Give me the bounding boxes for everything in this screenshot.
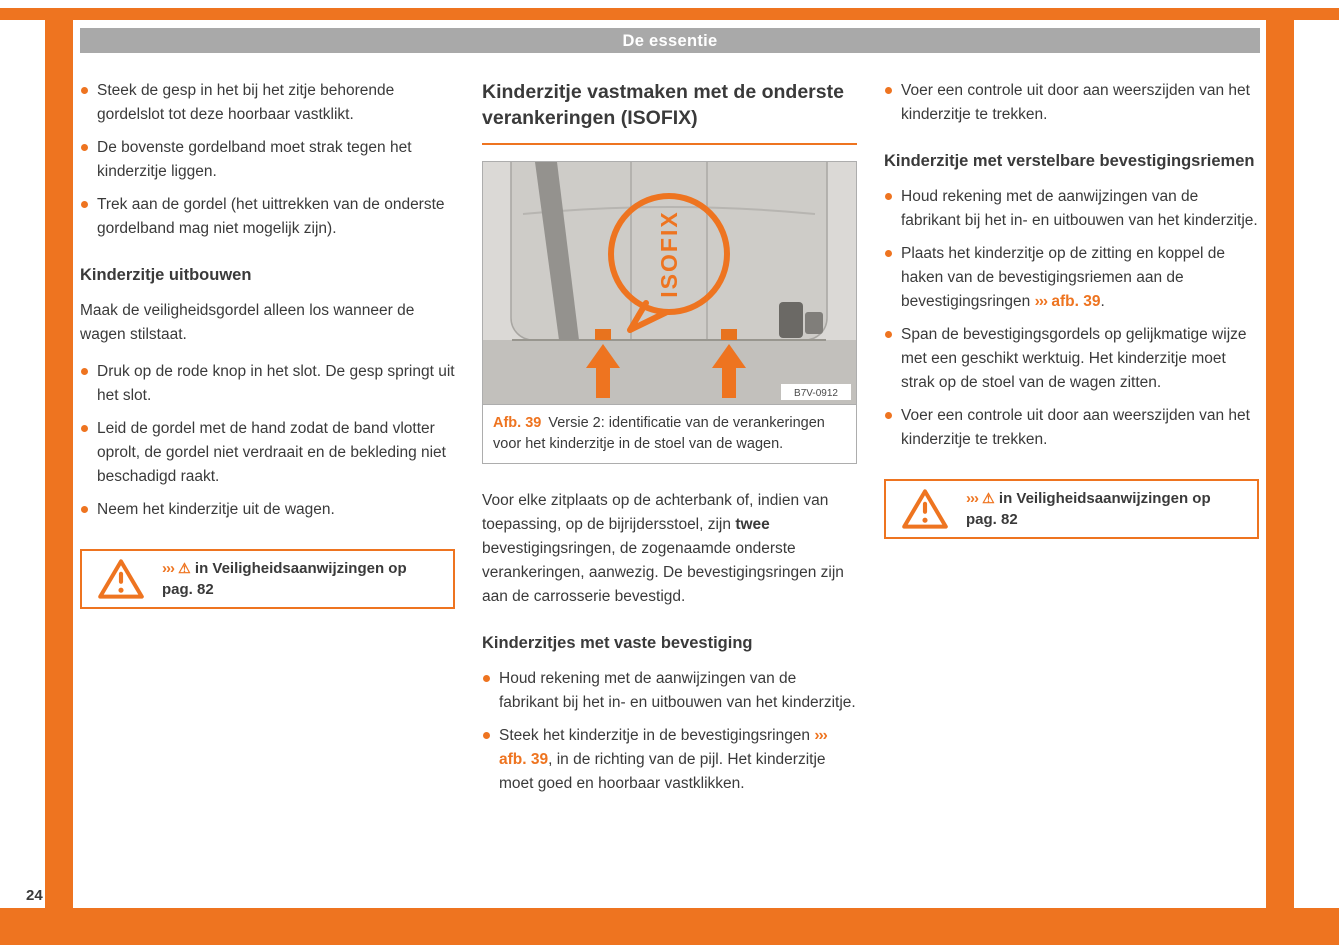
warning-ref-text: in Veiligheidsaanwijzingen op pag. 82 bbox=[162, 560, 407, 598]
list-item-text bbox=[499, 727, 827, 792]
page-border-right bbox=[1266, 8, 1294, 908]
article-title: Kinderzitje vastmaken met de onderste verankeringen (ISOFIX) bbox=[482, 79, 857, 145]
list-item-text: De bovenste gordelband moet strak tegen het kinderzitje liggen. bbox=[97, 139, 412, 180]
belt-buckle bbox=[779, 302, 803, 338]
list-item-text: Houd rekening met de aanwijzingen van de fabrikant bij het in- en uitbouwen van het kinderzitje. bbox=[499, 670, 856, 711]
page-number: 24 bbox=[26, 887, 43, 904]
list-item-text bbox=[901, 245, 1225, 310]
list-item-text: Neem het kinderzitje uit de wagen. bbox=[97, 501, 335, 518]
warning-inline-icon: ⚠ bbox=[178, 560, 191, 576]
figure-caption bbox=[483, 404, 856, 463]
bullet-dot-icon bbox=[885, 193, 892, 200]
figure-ref-link[interactable]: afb. 39 bbox=[499, 751, 549, 768]
list-item-text: Druk op de rode knop in het slot. De gesp springt uit het slot. bbox=[97, 363, 455, 404]
cross-ref-chevrons: ››› bbox=[966, 490, 978, 507]
list-item-text: Steek de gesp in het bij het zitje behorende gordelslot tot deze hoorbaar vastklikt. bbox=[97, 82, 395, 123]
text-run: Steek het kinderzitje in de bevestigingsringen bbox=[499, 727, 815, 744]
bullet-dot-icon bbox=[81, 368, 88, 375]
list-item-text: Leid de gordel met de hand zodat de band vlotter oprolt, de gordel niet verdraait en de bekleding niet beschadigd raakt. bbox=[97, 420, 446, 485]
bullet-dot-icon bbox=[885, 331, 892, 338]
text-run: Plaats het kinderzitje op de zitting en koppel de haken van de bevestigingsriemen aan de bevestigingsringen bbox=[901, 245, 1225, 310]
list-item bbox=[884, 323, 1259, 395]
figure-code-text: B7V-0912 bbox=[794, 388, 838, 399]
list-item-text: Voer een controle uit door aan weerszijden van het kinderzitje te trekken. bbox=[901, 407, 1250, 448]
three-column-layout bbox=[80, 79, 1260, 805]
section-heading-uitbouwen: Kinderzitje uitbouwen bbox=[80, 266, 252, 284]
list-item bbox=[884, 185, 1259, 233]
list-item bbox=[884, 79, 1259, 127]
figure-39 bbox=[482, 161, 857, 464]
column-left bbox=[80, 79, 455, 609]
text-run: , in de richting van de pijl. Het kinderzitje moet goed en hoorbaar vastklikken. bbox=[499, 751, 826, 792]
paragraph bbox=[482, 489, 857, 609]
paragraph: Maak de veiligheidsgordel alleen los wanneer de wagen stilstaat. bbox=[80, 302, 415, 343]
list-item bbox=[80, 79, 455, 127]
text-run: bevestigingsringen, de zogenaamde onderste verankeringen, aanwezig. De bevestigingsringen zijn aan de carrosserie bevestigd. bbox=[482, 540, 844, 605]
warning-inline-icon: ⚠ bbox=[982, 490, 995, 506]
page-border-bottom bbox=[0, 908, 1339, 945]
safety-warning-box bbox=[884, 479, 1259, 539]
chapter-title: De essentie bbox=[622, 31, 718, 50]
bullet-dot-icon bbox=[483, 675, 490, 682]
list-item bbox=[80, 360, 455, 408]
text-run: Voor elke zitplaats op de achterbank of, indien van toepassing, op de bijrijdersstoel, zijn bbox=[482, 492, 829, 533]
list-item-text: Houd rekening met de aanwijzingen van de fabrikant bij het in- en uitbouwen van het kinderzitje. bbox=[901, 188, 1258, 229]
list-item bbox=[482, 667, 857, 715]
section-heading-vaste-bevestiging: Kinderzitjes met vaste bevestiging bbox=[482, 634, 753, 652]
bullet-dot-icon bbox=[885, 412, 892, 419]
cross-ref-chevrons: ››› bbox=[814, 727, 827, 744]
bullet-dot-icon bbox=[885, 250, 892, 257]
warning-ref-text: in Veiligheidsaanwijzingen op pag. 82 bbox=[966, 490, 1211, 528]
cross-ref-chevrons: ››› bbox=[162, 560, 174, 577]
isofix-anchor-marker bbox=[721, 329, 737, 340]
list-item bbox=[482, 724, 857, 796]
page-border-left bbox=[45, 8, 73, 908]
bullet-dot-icon bbox=[81, 425, 88, 432]
column-right bbox=[884, 79, 1259, 539]
column-middle bbox=[482, 79, 857, 805]
warning-triangle-icon bbox=[97, 558, 145, 600]
isofix-label: ISOFIX bbox=[656, 210, 683, 298]
figure-caption-label: Afb. 39 bbox=[493, 415, 542, 431]
bullet-dot-icon bbox=[81, 201, 88, 208]
chapter-header bbox=[80, 28, 1260, 53]
list-item-text: Voer een controle uit door aan weerszijden van het kinderzitje te trekken. bbox=[901, 82, 1250, 123]
list-item bbox=[884, 242, 1259, 314]
figure-code-label bbox=[781, 384, 851, 400]
list-item bbox=[80, 193, 455, 241]
bullet-dot-icon bbox=[81, 506, 88, 513]
list-item bbox=[80, 136, 455, 184]
page-content bbox=[80, 28, 1260, 805]
page-border-top bbox=[0, 8, 1339, 20]
seat-illustration bbox=[483, 162, 856, 404]
figure-caption-text: Versie 2: identificatie van de verankeringen voor het kinderzitje in de stoel van de wagen. bbox=[493, 415, 825, 452]
safety-warning-box bbox=[80, 549, 455, 609]
bullet-dot-icon bbox=[81, 144, 88, 151]
list-item-text: Trek aan de gordel (het uittrekken van de onderste gordelband mag niet mogelijk zijn). bbox=[97, 196, 445, 237]
cross-ref-chevrons: ››› bbox=[1034, 293, 1048, 310]
figure-ref-link[interactable]: afb. 39 bbox=[1051, 293, 1101, 310]
list-item bbox=[884, 404, 1259, 452]
emphasized-text: twee bbox=[735, 516, 770, 533]
text-run: . bbox=[1100, 293, 1105, 310]
list-item bbox=[80, 417, 455, 489]
bullet-dot-icon bbox=[483, 732, 490, 739]
isofix-anchor-marker bbox=[595, 329, 611, 340]
list-item-text: Span de bevestigingsgordels op gelijkmatige wijze met een geschikt werktuig. Het kinderzitje moet strak op de stoel van de wagen zitten. bbox=[901, 326, 1247, 391]
section-heading-verstelbare-riemen: Kinderzitje met verstelbare bevestigingsriemen bbox=[884, 152, 1255, 170]
warning-triangle-icon bbox=[901, 488, 949, 530]
warning-text bbox=[966, 488, 1242, 530]
list-item bbox=[80, 498, 455, 522]
bullet-dot-icon bbox=[81, 87, 88, 94]
warning-text bbox=[162, 558, 438, 600]
bullet-dot-icon bbox=[885, 87, 892, 94]
